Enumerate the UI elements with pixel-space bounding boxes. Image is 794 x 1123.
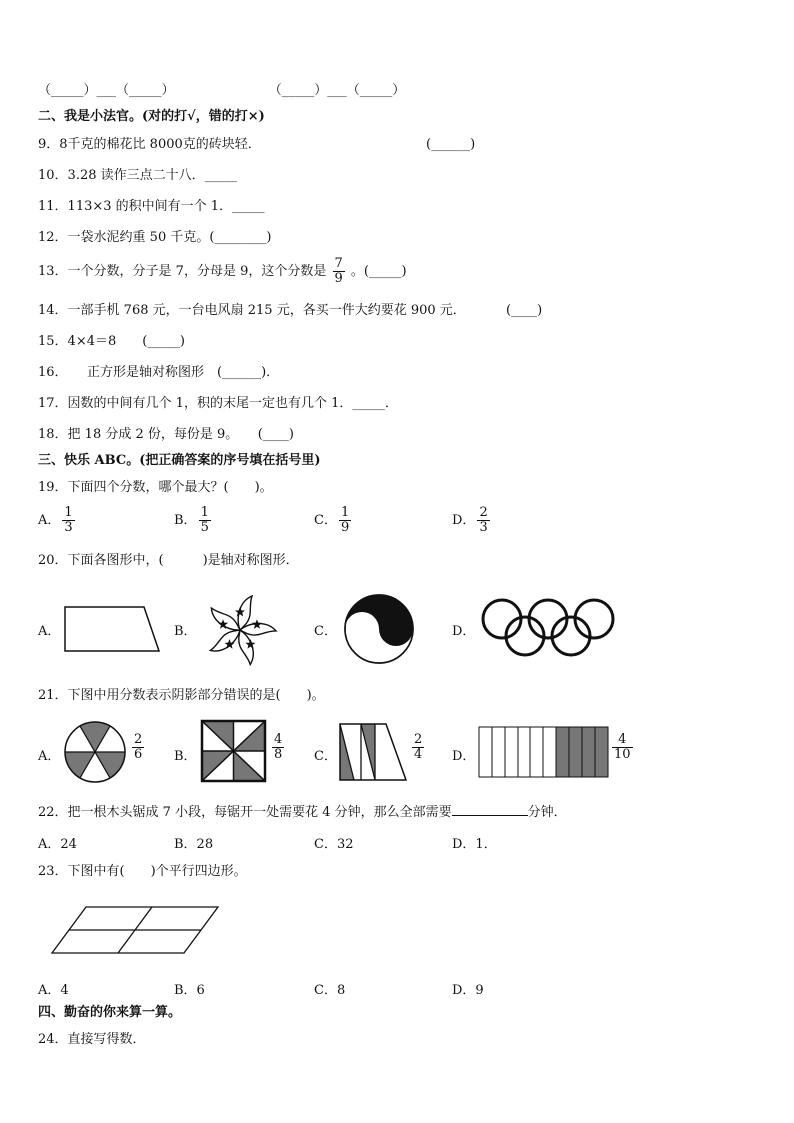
q22-option-b[interactable]: B．28 (174, 837, 214, 852)
q22-option-a[interactable]: A．24 (38, 837, 77, 852)
bauhinia-flower-icon (200, 590, 280, 670)
top-line-right: （_____）___（_____） (268, 83, 406, 98)
question-11: 11．113×3 的积中间有一个 1．_____ (38, 199, 265, 214)
q21-fraction-d: $\frac{4}{10}$ (614, 732, 631, 762)
shaded-parallelogram-strip-figure (338, 722, 408, 782)
section3-title: 三、快乐 ABC。(把正确答案的序号填在括号里) (38, 453, 321, 468)
question-13: 13．一个分数，分子是 7，分母是 9，这个分数是 $\frac{7}{9}$ 。(_____) (38, 256, 407, 286)
top-answer-line (38, 83, 405, 99)
q21-fraction-a: $\frac{2}{6}$ (134, 732, 143, 762)
section2-title: 二、我是小法官。(对的打√，错的打×) (38, 109, 265, 124)
question-16: 16． 正方形是轴对称图形 (______)． (38, 365, 280, 380)
q22-answer-blank[interactable] (452, 803, 528, 816)
q19-option-b[interactable]: B． $\frac{1}{5}$ (174, 505, 209, 535)
q21-label-c[interactable]: C． (314, 749, 337, 764)
parallelogram-grid-figure (50, 905, 222, 955)
question-10: 10．3.28 读作三点二十八．_____ (38, 168, 238, 183)
q19-option-d[interactable]: D． $\frac{2}{3}$ (452, 505, 488, 535)
question-14: 14．一部手机 768 元，一台电风扇 215 元，各买一件大约要花 900 元． (38, 303, 466, 318)
q21-fraction-b: $\frac{4}{8}$ (274, 732, 283, 762)
section4-title: 四、勤奋的你来算一算。 (38, 1005, 182, 1020)
q20-label-d[interactable]: D． (452, 624, 476, 639)
shaded-circle-figure (63, 720, 127, 784)
q21-label-a[interactable]: A． (38, 749, 61, 764)
q19-option-c[interactable]: C． $\frac{1}{9}$ (314, 505, 350, 535)
question-14-answer[interactable]: (____) (506, 303, 543, 318)
question-17: 17．因数的中间有几个 1，积的末尾一定也有几个 1．_____． (38, 396, 398, 411)
q23-option-c[interactable]: C．8 (314, 983, 346, 998)
olympic-rings-icon (480, 597, 616, 659)
q20-label-a[interactable]: A． (38, 624, 61, 639)
q21-fraction-c: $\frac{2}{4}$ (414, 732, 423, 762)
question-12: 12．一袋水泥约重 50 千克。(________) (38, 230, 272, 245)
yin-yang-icon (342, 592, 416, 666)
question-21: 21．下图中用分数表示阴影部分错误的是( )。 (38, 688, 325, 703)
question-9-answer[interactable]: (______) (426, 137, 476, 152)
question-18: 18．把 18 分成 2 份，每份是 9。 (____) (38, 427, 294, 442)
q21-label-d[interactable]: D． (452, 749, 476, 764)
question-22: 22．把一根木头锯成 7 小段，每锯开一处需要花 4 分钟，那么全部需要 分钟． (38, 805, 567, 820)
top-line-left: （_____）___（_____） (38, 83, 175, 98)
question-24: 24．直接写得数． (38, 1032, 146, 1047)
question-13-fraction: $\frac{7}{9}$ (334, 256, 343, 286)
q19-option-a[interactable]: A． $\frac{1}{3}$ (38, 505, 73, 535)
shaded-bar-figure (478, 726, 610, 778)
q20-label-c[interactable]: C． (314, 624, 337, 639)
q23-option-b[interactable]: B．6 (174, 983, 205, 998)
question-20: 20．下面各图形中，( )是轴对称图形． (38, 553, 299, 568)
q23-option-a[interactable]: A．4 (38, 983, 69, 998)
q22-option-c[interactable]: C．32 (314, 837, 354, 852)
q20-label-b[interactable]: B． (174, 624, 197, 639)
question-19: 19．下面四个分数，哪个最大？( )。 (38, 480, 273, 495)
shaded-square-figure (200, 719, 268, 783)
q21-label-b[interactable]: B． (174, 749, 197, 764)
q23-option-d[interactable]: D．9 (452, 983, 484, 998)
question-9: 9．8千克的棉花比 8000克的砖块轻． (38, 137, 261, 152)
q22-option-d[interactable]: D．1． (452, 837, 497, 852)
parallelogram-figure (62, 604, 162, 654)
question-15: 15．4×4＝8 (_____) (38, 334, 185, 349)
question-23: 23．下图中有( )个平行四边形。 (38, 864, 247, 879)
